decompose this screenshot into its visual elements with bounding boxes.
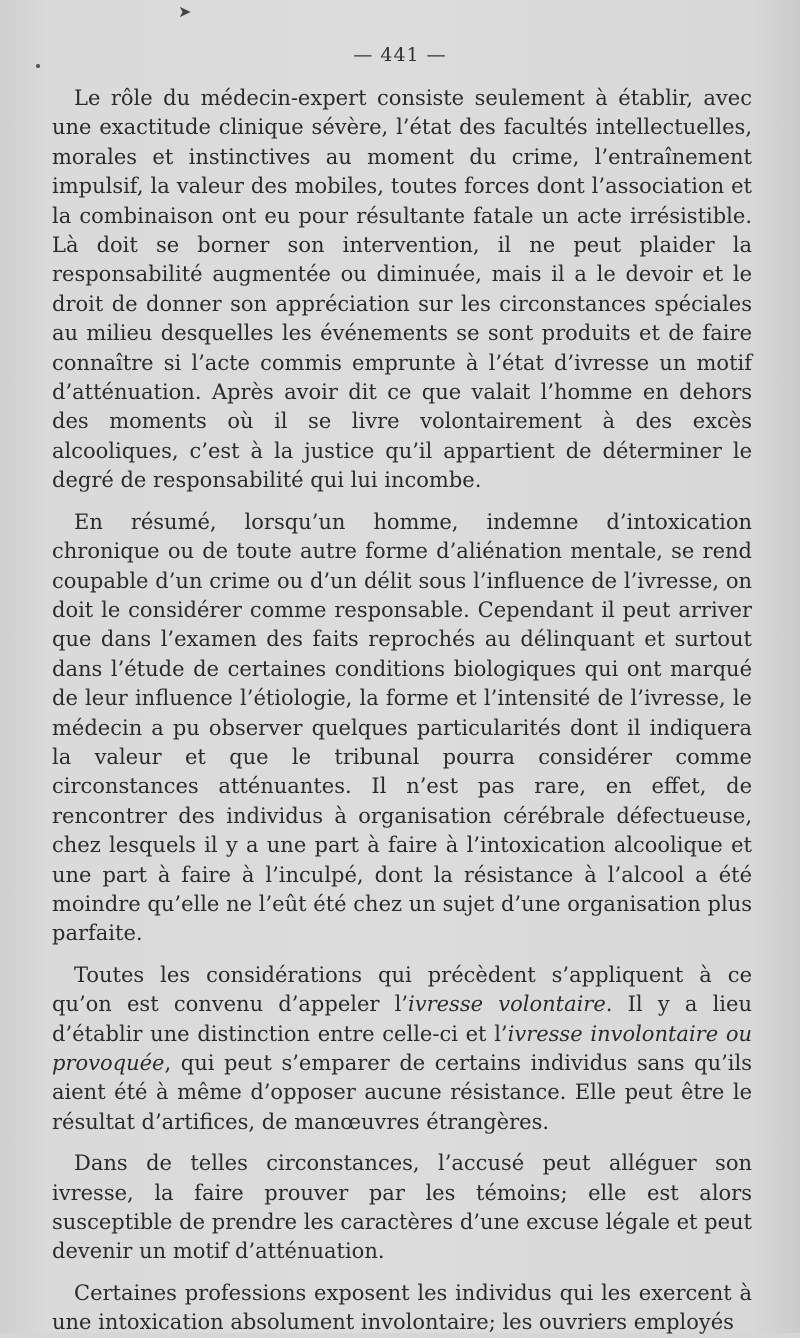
paragraph-2: En résumé, lorsqu’un homme, indemne d’intoxication chronique ou de toute autre forme d’aliénation mentale, se rend coupable d’un crime ou d’un délit sous l’influence de l’ivresse, on doit le considérer comme responsable. Cependant il peut arriver que dans l’examen des faits reprochés au délinquant et surtout dans l’étude de certaines conditions biologiques qui ont marqué de leur influence l’étiologie, la forme et l’intensité de l’ivresse, le médecin a pu observer quelques particularités dont il indiquera la valeur et que le tribunal pourra considérer comme circonstances atténuantes. Il n’est pas rare, en effet, de rencontrer des individus à organisation cérébrale défectueuse, chez lesquels il y a une part à faire à l’intoxication alcoolique et une part à faire à l’inculpé, dont la résistance à l’alcool a été moindre qu’elle ne l’eût été chez un sujet d’une organisation plus parfaite. [52,509,752,946]
paragraph-5: Certaines professions exposent les individus qui les exercent à une intoxication absolument involontaire; les ouvriers employés [52,1280,752,1335]
paragraph-3-text-a: Toutes les considérations qui précèdent s’appliquent à ce qu’on est convenu d’appeler l’ [52,962,752,1017]
paragraph-4: Dans de telles circonstances, l’accusé peut alléguer son ivresse, la faire prouver par les témoins; elle est alors susceptible de prendre les caractères d’une excuse légale et peut devenir un motif d’atténuation. [52,1151,752,1264]
paragraph-3 [52,961,752,1137]
paragraph-1: Le rôle du médecin-expert consiste seulement à établir, avec une exactitude clinique sévère, l’état des facultés intellectuelles, morales et instinctives au moment du crime, l’entraînement impulsif, la valeur des mobiles, toutes forces dont l’association et la combinaison ont eu pour résultante fatale un acte irrésistible. Là doit se borner son intervention, il ne peut plaider la responsabilité augmentée ou diminuée, mais il a le devoir et le droit de donner son appréciation sur les circonstances spéciales au milieu desquelles les événements se sont produits et de faire connaître si l’acte commis emprunte à l’état d’ivresse un motif d’atténuation. Après avoir dit ce que valait l’homme en dehors des moments où il se livre volontairement à des excès alcooliques, c’est à la justice qu’il appartient de déterminer le degré de responsabilité qui lui incombe. [52,86,752,493]
paragraph-3-text-b: . Il y a lieu d’établir une distinction entre celle-ci et l’ [52,992,752,1046]
paragraph-3-text-c: , qui peut s’emparer de certains individus sans qu’ils aient été à même d’opposer aucune résistance. Elle peut être le résultat d’artifices, de manœuvres étrangères. [52,1051,752,1134]
printer-mark-icon: ➤ [178,2,192,21]
body-text [52,84,752,1338]
italic-ivresse-involontaire: ivresse involontaire ou provoquée [52,1021,752,1075]
italic-ivresse-volontaire: ivresse volontaire [408,992,606,1017]
page-number: — 441 — [353,44,447,66]
